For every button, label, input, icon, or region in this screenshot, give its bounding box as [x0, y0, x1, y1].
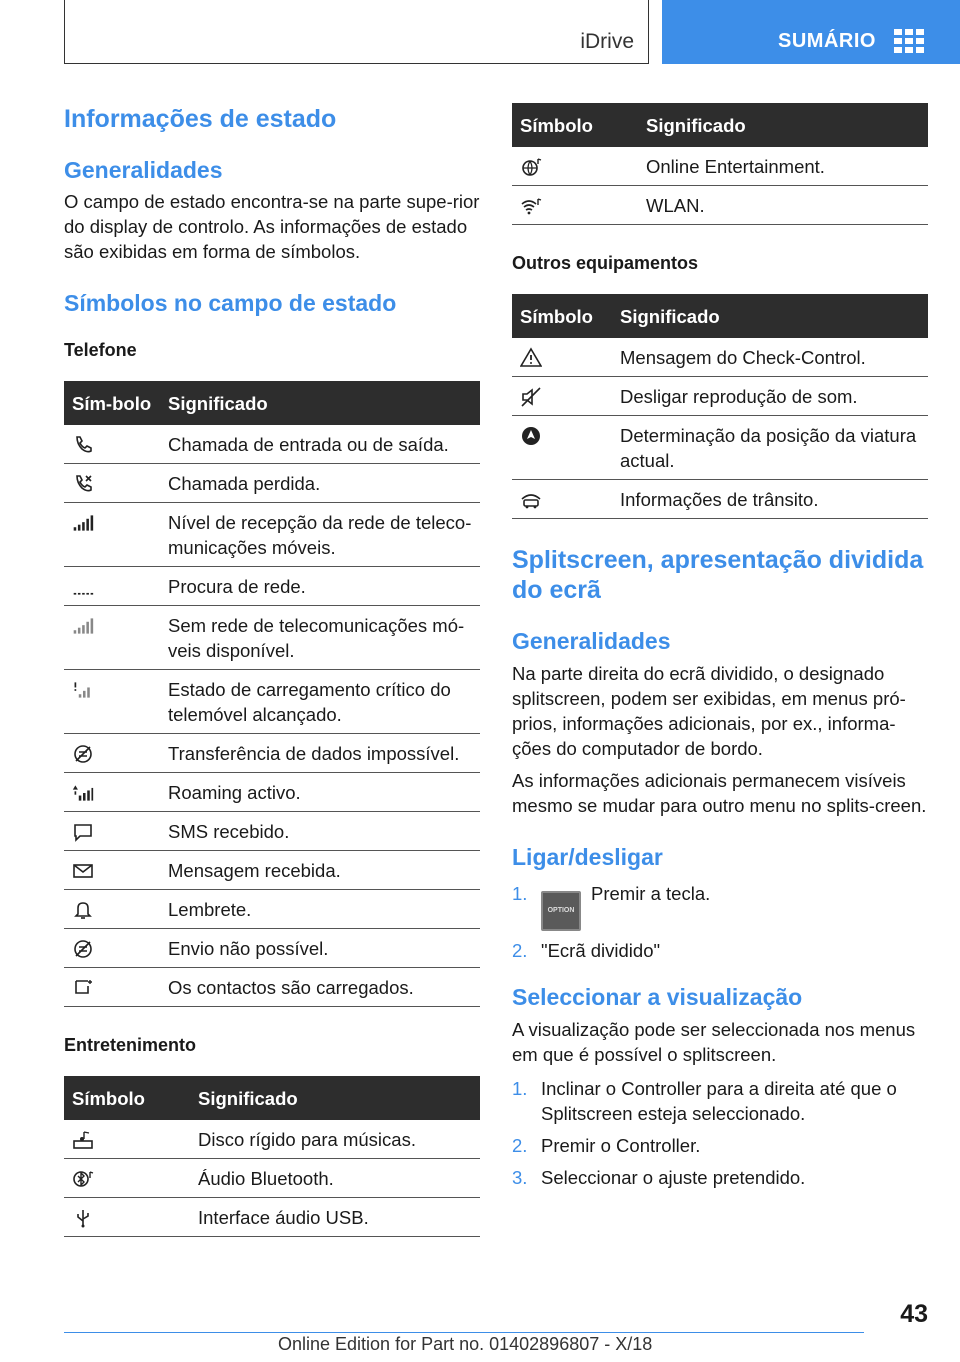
entertainment-continued-table — [512, 103, 928, 225]
low-battery-icon — [72, 679, 94, 701]
table-row — [512, 338, 928, 377]
col-symbol-header: Símbolo — [512, 294, 612, 338]
onoff-steps — [512, 881, 928, 963]
select-steps — [512, 1076, 928, 1190]
hard-disk-music-icon — [72, 1129, 94, 1151]
table-row — [64, 425, 480, 464]
row-text: Envio não possível. — [160, 929, 480, 968]
page-title: Informações de estado — [64, 105, 337, 133]
table-row — [64, 567, 480, 606]
row-text: Chamada perdida. — [160, 464, 480, 503]
step-number: 1. — [512, 1078, 528, 1099]
data-transfer-disabled-icon — [72, 743, 94, 765]
col-meaning-header: Significado — [638, 103, 928, 147]
table-row — [64, 670, 480, 734]
outros-table — [512, 294, 928, 519]
row-text: Desligar reprodução de som. — [612, 377, 928, 416]
row-text: Estado de carregamento crítico do telemóvel alcançado. — [160, 670, 480, 734]
split-text-2: As informações adicionais permanecem visíveis mesmo se mudar para outro menu no splits-creen. — [512, 770, 927, 816]
list-item — [512, 881, 928, 931]
section-tab — [64, 0, 649, 64]
row-text: Sem rede de telecomunicações mó-veis disponível. — [160, 606, 480, 670]
col-symbol-header: Sím-bolo — [64, 381, 160, 425]
left-column — [64, 100, 480, 1237]
row-text: Interface áudio USB. — [190, 1198, 480, 1237]
table-row — [64, 929, 480, 968]
page-number: 43 — [900, 1300, 928, 1328]
select-text: A visualização pode ser seleccionada nos menus em que é possível o splitscreen. — [512, 1019, 916, 1065]
step-number: 3. — [512, 1167, 528, 1188]
row-text: Transferência de dados impossível. — [160, 734, 480, 773]
grid-menu-icon — [894, 29, 924, 53]
row-text: Chamada de entrada ou de saída. — [160, 425, 480, 464]
telefone-table — [64, 381, 480, 1007]
footer-divider — [64, 1332, 864, 1333]
row-text: Áudio Bluetooth. — [190, 1159, 480, 1198]
toc-label: SUMÁRIO — [778, 30, 876, 52]
step-text: Seleccionar o ajuste pretendido. — [541, 1167, 806, 1188]
row-text: Lembrete. — [160, 890, 480, 929]
bell-icon — [72, 899, 94, 921]
table-row — [64, 734, 480, 773]
footer-edition: Online Edition for Part no. 01402896807 - X/18 — [278, 1334, 653, 1354]
split-text-1: Na parte direita do ecrã dividido, o designado splitscreen, podem ser exibidas, em menus pró-prios, informações adicionais, por ex., informa-ções do computador de bordo. — [512, 663, 906, 759]
col-symbol-header: Símbolo — [64, 1076, 190, 1120]
outros-heading: Outros equipamentos — [512, 253, 699, 273]
table-row — [64, 773, 480, 812]
row-text: Os contactos são carregados. — [160, 968, 480, 1007]
table-row — [64, 503, 480, 567]
step-number: 1. — [512, 883, 528, 904]
list-item — [512, 1076, 928, 1126]
splitscreen-title: Splitscreen, apresentação dividida do ecrã — [512, 546, 924, 604]
step-text: Premir o Controller. — [541, 1135, 701, 1156]
row-text: Informações de trânsito. — [612, 480, 928, 519]
entretenimento-heading: Entretenimento — [64, 1035, 197, 1055]
warning-triangle-icon — [520, 347, 542, 369]
row-text: Determinação da posição da viatura actual. — [612, 416, 928, 480]
list-item — [512, 1165, 928, 1190]
step-text: "Ecrã dividido" — [541, 940, 661, 961]
onoff-heading: Ligar/desligar — [512, 844, 663, 870]
table-row — [512, 480, 928, 519]
table-row — [64, 812, 480, 851]
traffic-info-icon — [520, 489, 542, 511]
step-number: 2. — [512, 940, 528, 961]
send-disabled-icon — [72, 938, 94, 960]
row-text: Mensagem recebida. — [160, 851, 480, 890]
usb-icon — [72, 1207, 94, 1229]
col-meaning-header: Significado — [612, 294, 928, 338]
toc-button[interactable] — [662, 0, 960, 64]
col-symbol-header: Símbolo — [512, 103, 638, 147]
symbols-heading: Símbolos no campo de estado — [64, 290, 397, 316]
telefone-heading: Telefone — [64, 340, 137, 360]
option-button-icon: OPTION — [541, 891, 581, 931]
list-item — [512, 938, 928, 963]
bluetooth-audio-icon — [72, 1168, 94, 1190]
phone-handset-icon — [72, 434, 94, 456]
row-text: Procura de rede. — [160, 567, 480, 606]
position-icon — [520, 425, 542, 447]
table-row — [64, 1120, 480, 1159]
step-text: Inclinar o Controller para a direita até que o Splitscreen esteja seleccionado. — [541, 1078, 897, 1124]
row-text: Roaming activo. — [160, 773, 480, 812]
row-text: SMS recebido. — [160, 812, 480, 851]
missed-call-icon — [72, 473, 94, 495]
table-row — [64, 464, 480, 503]
step-number: 2. — [512, 1135, 528, 1156]
table-row — [64, 890, 480, 929]
mute-icon — [520, 386, 542, 408]
contacts-loading-icon — [72, 977, 94, 999]
online-entertainment-icon — [520, 156, 542, 178]
roaming-icon — [72, 782, 94, 804]
table-row — [64, 968, 480, 1007]
section-label: iDrive — [580, 30, 634, 53]
col-meaning-header: Significado — [190, 1076, 480, 1120]
right-column — [512, 103, 928, 1197]
row-text: Nível de recepção da rede de teleco-municações móveis. — [160, 503, 480, 567]
wlan-icon — [520, 195, 542, 217]
list-item — [512, 1133, 928, 1158]
entretenimento-table — [64, 1076, 480, 1237]
signal-strength-icon — [72, 512, 94, 534]
row-text: Mensagem do Check-Control. — [612, 338, 928, 377]
table-row — [64, 606, 480, 670]
table-row — [64, 1159, 480, 1198]
split-general-heading: Generalidades — [512, 628, 671, 654]
row-text: Online Entertainment. — [638, 147, 928, 186]
table-row — [512, 147, 928, 186]
row-text: WLAN. — [638, 186, 928, 225]
table-row — [512, 186, 928, 225]
select-heading: Seleccionar a visualização — [512, 984, 803, 1010]
sms-icon — [72, 821, 94, 843]
envelope-icon — [72, 860, 94, 882]
table-row — [512, 377, 928, 416]
network-search-icon — [72, 576, 94, 598]
step-text: Premir a tecla. — [591, 883, 711, 904]
table-row — [64, 1198, 480, 1237]
table-row — [512, 416, 928, 480]
col-meaning-header: Significado — [160, 381, 480, 425]
no-network-icon — [72, 615, 94, 637]
general-text: O campo de estado encontra-se na parte supe-rior do display de controlo. As informações de estado são exibidas em forma de símbolos. — [64, 191, 480, 262]
general-heading: Generalidades — [64, 157, 223, 183]
page-header — [0, 0, 960, 66]
table-row — [64, 851, 480, 890]
row-text: Disco rígido para músicas. — [190, 1120, 480, 1159]
